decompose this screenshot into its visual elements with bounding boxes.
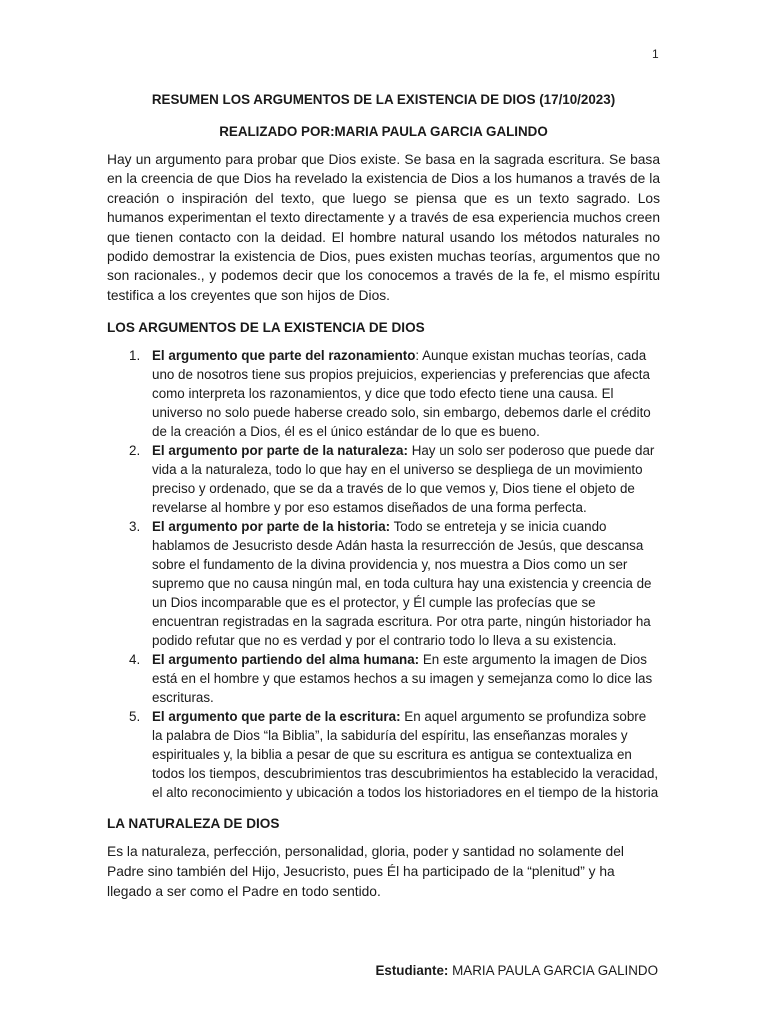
page-number: 1 <box>652 47 659 61</box>
list-item-text: En aquel argumento se profundiza sobre la palabra de Dios “la Biblia”, la sabiduría del espíritu, las enseñanzas morales y espirituales y, la biblia a pesar de que su escritura es antigua se contextualiza en todos los tiempos, descubrimientos tras descubrimientos ha establecido la veracidad, el alto reconocimiento y ubicación a todos los historiadores en el tiempo de la historia <box>152 709 659 801</box>
document-author-line: REALIZADO POR:MARIA PAULA GARCIA GALINDO <box>219 124 548 139</box>
intro-paragraph: Hay un argumento para probar que Dios existe. Se basa en la sagrada escritura. Se basa en la creencia de que Dios ha revelado la existencia de Dios a los humanos a través de la creación o inspiración del texto, que luego se piensa que es un texto sagrado. Los humanos experimentan el texto directamente y a través de esa experiencia muchos creen que tienen contacto con la deidad. El hombre natural usando los métodos naturales no podido demostrar la existencia de Dios, pues existen muchas teorías, argumentos que no son racionales., y podemos decir que los conocemos a través de la fe, el mismo espíritu testifica a los creyentes que son hijos de Dios. <box>107 152 660 303</box>
list-item-text: : Aunque existan muchas teorías, cada uno de nosotros tiene sus propios prejuicios, experiencias y preferencias que afecta como interpreta los razonamientos, y dice que todo efecto tiene una causa. El universo no solo puede haberse creado solo, sin embargo, debemos darle el crédito de la creación a Dios, él es el único estándar de lo que es bueno. <box>152 348 651 440</box>
list-item-lead: El argumento por parte de la naturaleza: <box>152 443 408 459</box>
list-item-number: 5. <box>129 709 141 725</box>
arguments-list <box>107 346 660 802</box>
student-signature-line <box>375 961 658 980</box>
list-item-lead: El argumento partiendo del alma humana: <box>152 652 420 668</box>
list-item <box>107 441 660 517</box>
list-item <box>107 517 660 650</box>
list-item <box>107 707 660 802</box>
document-body <box>107 90 660 902</box>
list-item-number: 4. <box>129 652 141 668</box>
list-item-text: Todo se entreteja y se inicia cuando hablamos de Jesucristo desde Adán hasta la resurrección de Jesús, que descansa sobre el fundamento de la divina providencia y, nos muestra a Dios como un ser supremo que no causa ningún mal, en toda cultura hay una existencia y creencia de un Dios incomparable que es el protector, y Él cumple las profecías que se encuentran registradas en la sagrada escritura. Por otra parte, ningún historiador ha podido refutar que no es verdad y por el contrario todo lo lleva a su existencia. <box>152 519 652 649</box>
list-item <box>107 650 660 707</box>
list-item-number: 2. <box>129 443 141 459</box>
list-item-lead: El argumento que parte de la escritura: <box>152 709 401 725</box>
list-item-text: Hay un solo ser poderoso que puede dar vida a la naturaleza, todo lo que hay en el universo se despliega de un movimiento preciso y ordenado, que se da a través de lo que vemos y, Dios tiene el objeto de revelarse al hombre y por eso estamos diseñados de una forma perfecta. <box>152 443 655 516</box>
document-title: RESUMEN LOS ARGUMENTOS DE LA EXISTENCIA DE DIOS (17/10/2023) <box>151 92 616 107</box>
signature-name: MARIA PAULA GARCIA GALINDO <box>448 963 658 978</box>
closing-paragraph: Es la naturaleza, perfección, personalidad, gloria, poder y santidad no solamente del Padre sino también del Hijo, Jesucristo, pues Él ha participado de la “plenitud” y ha llegado a ser como el Padre en todo sentido. <box>107 844 624 900</box>
list-item-text: En este argumento la imagen de Dios está en el hombre y que estamos hechos a su imagen y semejanza como lo dice las escrituras. <box>152 652 653 706</box>
list-item-number: 3. <box>129 519 141 535</box>
signature-label: Estudiante: <box>375 963 449 978</box>
list-item-number: 1. <box>129 348 141 364</box>
section-heading-nature: LA NATURALEZA DE DIOS <box>107 816 280 832</box>
list-item <box>107 346 660 441</box>
section-heading-arguments: LOS ARGUMENTOS DE LA EXISTENCIA DE DIOS <box>107 320 425 336</box>
list-item-lead: El argumento que parte del razonamiento <box>152 348 416 364</box>
list-item-lead: El argumento por parte de la historia: <box>152 519 391 535</box>
